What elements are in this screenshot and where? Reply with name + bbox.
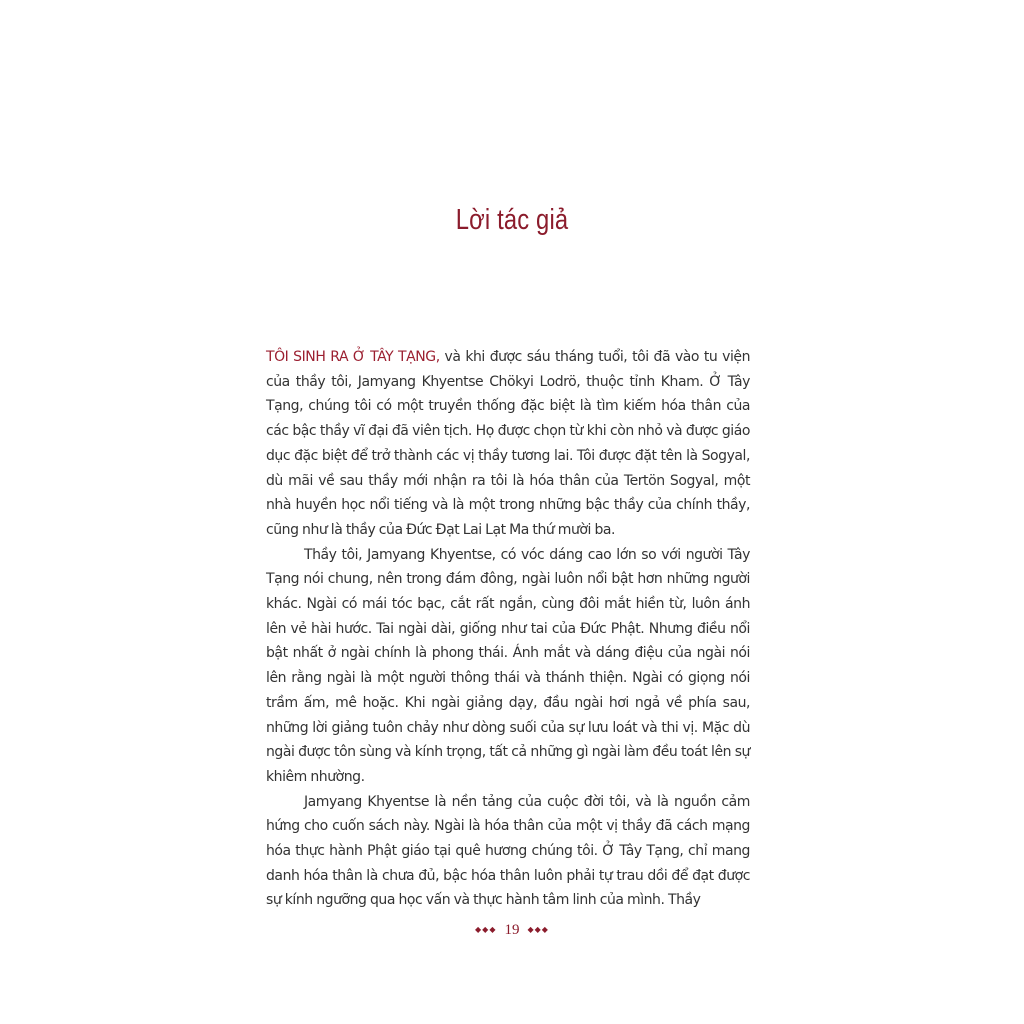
paragraph-1: [266, 345, 750, 543]
paragraph-2: Thầy tôi, Jamyang Khyentse, có vóc dáng cao lớn so với người Tây Tạng nói chung, nên trong đám đông, ngài luôn nổi bật hơn những người khác. Ngài có mái tóc bạc, cắt rất ngắn, cùng đôi mắt hiền từ, luôn ánh lên vẻ hài hước. Tai ngài dài, giống như tai của Đức Phật. Nhưng điều nổi bật nhất ở ngài chính là phong thái. Ánh mắt và dáng điệu của ngài nói lên rằng ngài là một người thông thái và thánh thiện. Ngài có giọng nói trầm ấm, mê hoặc. Khi ngài giảng dạy, đầu ngài hơi ngả về phía sau, những lời giảng tuôn chảy như dòng suối của sự lưu loát và thi vị. Mặc dù ngài được tôn sùng và kính trọng, tất cả những gì ngài làm đều toát lên sự khiêm nhường.: [266, 546, 750, 785]
paragraph-1-text: và khi được sáu tháng tuổi, tôi đã vào tu viện của thầy tôi, Jamyang Khyentse Chökyi Lodrö, thuộc tỉnh Kham. Ở Tây Tạng, chúng tôi có một truyền thống đặc biệt là tìm kiếm hóa thân của các bậc thầy vĩ đại đã viên tịch. Họ được chọn từ khi còn nhỏ và được giáo dục đặc biệt để trở thành các vị thầy tương lai. Tôi được đặt tên là Sogyal, dù mãi về sau thầy mới nhận ra tôi là hóa thân của Tertön Sogyal, một nhà huyền học nổi tiếng và là một trong những bậc thầy của chính thầy, cũng như là thầy của Đức Đạt Lai Lạt Ma thứ mười ba.: [266, 349, 751, 538]
right-diamond-ornament-icon: ◆◆◆: [527, 925, 549, 935]
lead-in-caps: TÔI SINH RA Ở TÂY TẠNG,: [266, 349, 440, 365]
left-diamond-ornament-icon: ◆◆◆: [475, 925, 497, 935]
paragraph-3: Jamyang Khyentse là nền tảng của cuộc đời tôi, và là nguồn cảm hứng cho cuốn sách này. Ngài là hóa thân của một vị thầy đã cách mạng hóa thực hành Phật giáo tại quê hương chúng tôi. Ở Tây Tạng, chỉ mang danh hóa thân là chưa đủ, bậc hóa thân luôn phải tự trau dồi để đạt được sự kính ngưỡng qua học vấn và thực hành tâm linh của mình. Thầy: [266, 793, 750, 909]
page-number: 19: [504, 922, 520, 939]
body-text: [266, 345, 750, 913]
page-folio: [0, 922, 1024, 939]
chapter-title: Lời tác giả: [455, 204, 569, 236]
